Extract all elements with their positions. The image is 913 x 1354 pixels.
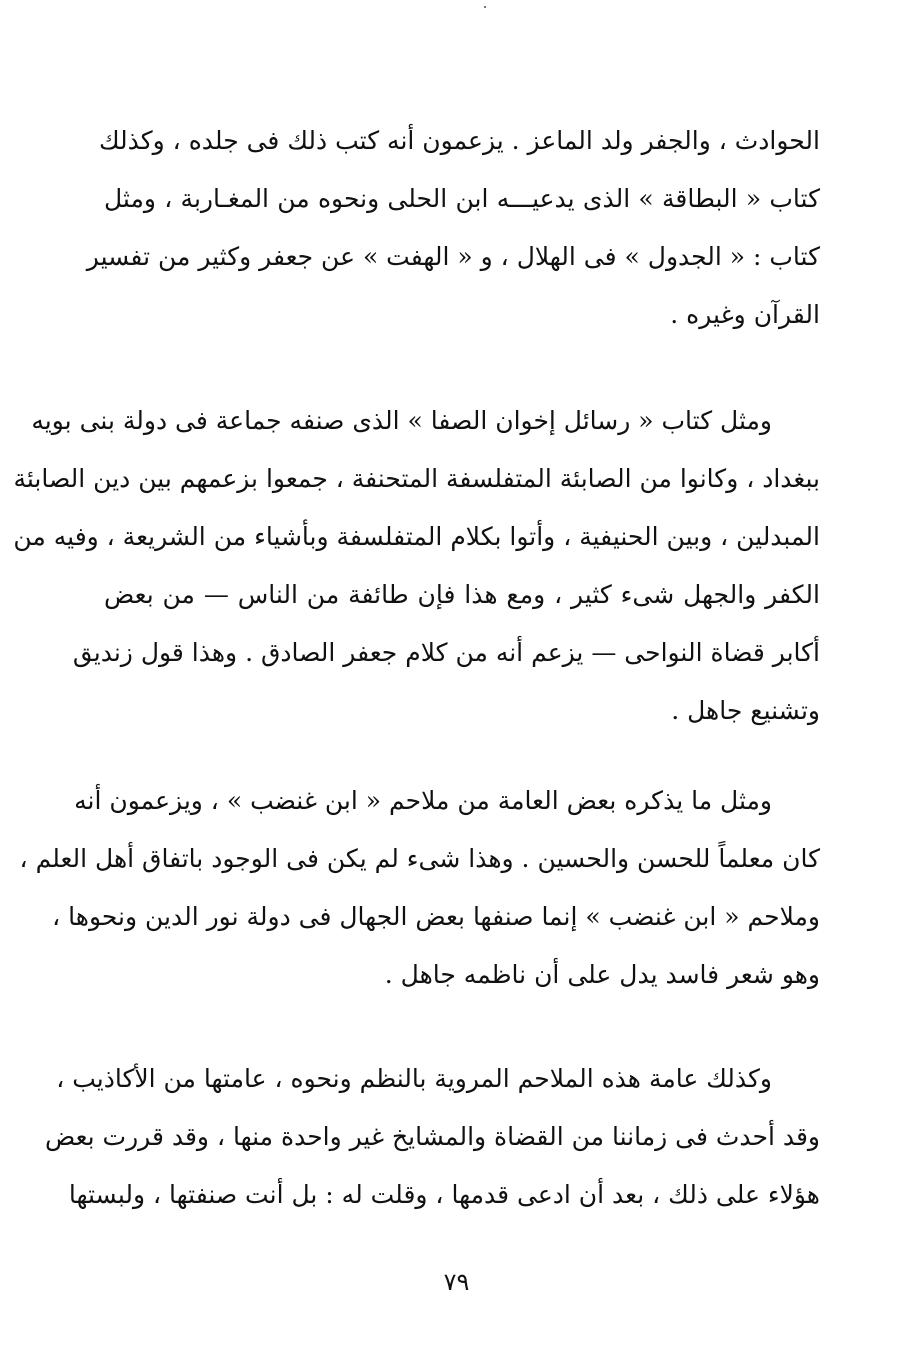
text-line: أكابر قضاة النواحى — يزعم أنه من كلام جعفر الصادق . وهذا قول زنديق [72, 638, 820, 667]
text-line: وكذلك عامة هذه الملاحم المروية بالنظم ونحوه ، عامتها من الأكاذيب ، [56, 1064, 772, 1093]
text-line: وقد أحدث فى زماننا من القضاة والمشايخ غير واحدة منها ، وقد قررت بعض [44, 1122, 820, 1151]
text-line: كان معلماً للحسن والحسين . وهذا شىء لم يكن فى الوجود باتفاق أهل العلم ، [19, 844, 820, 873]
scan-mark [484, 6, 486, 8]
paragraph-1 [86, 112, 820, 344]
text-line: القرآن وغيره . [670, 300, 820, 329]
text-line: ومثل كتاب « رسائل إخوان الصفا » الذى صنفه جماعة فى دولة بنى بويه [31, 406, 772, 435]
text-line: ومثل ما يذكره بعض العامة من ملاحم « ابن غنضب » ، ويزعمون أنه [74, 786, 772, 815]
text-line: ببغداد ، وكانوا من الصابئة المتفلسفة المتحنفة ، جمعوا بزعمهم بين دين الصابئة [13, 464, 820, 493]
text-line: وملاحم « ابن غنضب » إنما صنفها بعض الجهال فى دولة نور الدين ونحوها ، [52, 902, 820, 931]
text-line: المبدلين ، وبين الحنيفية ، وأتوا بكلام المتفلسفة وبأشياء من الشريعة ، وفيه من [13, 522, 820, 551]
text-line: الحوادث ، والجفر ولد الماعز . يزعمون أنه كتب ذلك فى جلده ، وكذلك [98, 126, 820, 155]
text-line: الكفر والجهل شىء كثير ، ومع هذا فإن طائفة من الناس — من بعض [104, 580, 820, 609]
paragraph-4 [44, 1050, 820, 1224]
text-line: كتاب « البطاقة » الذى يدعيـــه ابن الحلى ونحوه من المغـاربة ، ومثل [104, 184, 820, 213]
text-line: وهو شعر فاسد يدل على أن ناظمه جاهل . [384, 960, 820, 989]
text-line: هؤلاء على ذلك ، بعد أن ادعى قدمها ، وقلت له : بل أنت صنفتها ، ولبستها [68, 1180, 820, 1209]
text-line: كتاب : « الجدول » فى الهلال ، و « الهفت » عن جعفر وكثير من تفسير [86, 242, 820, 271]
paragraph-3 [19, 772, 820, 1004]
text-line: وتشنيع جاهل . [671, 696, 820, 725]
page-number: ٧٩ [443, 1268, 470, 1296]
paragraph-2 [13, 392, 820, 740]
